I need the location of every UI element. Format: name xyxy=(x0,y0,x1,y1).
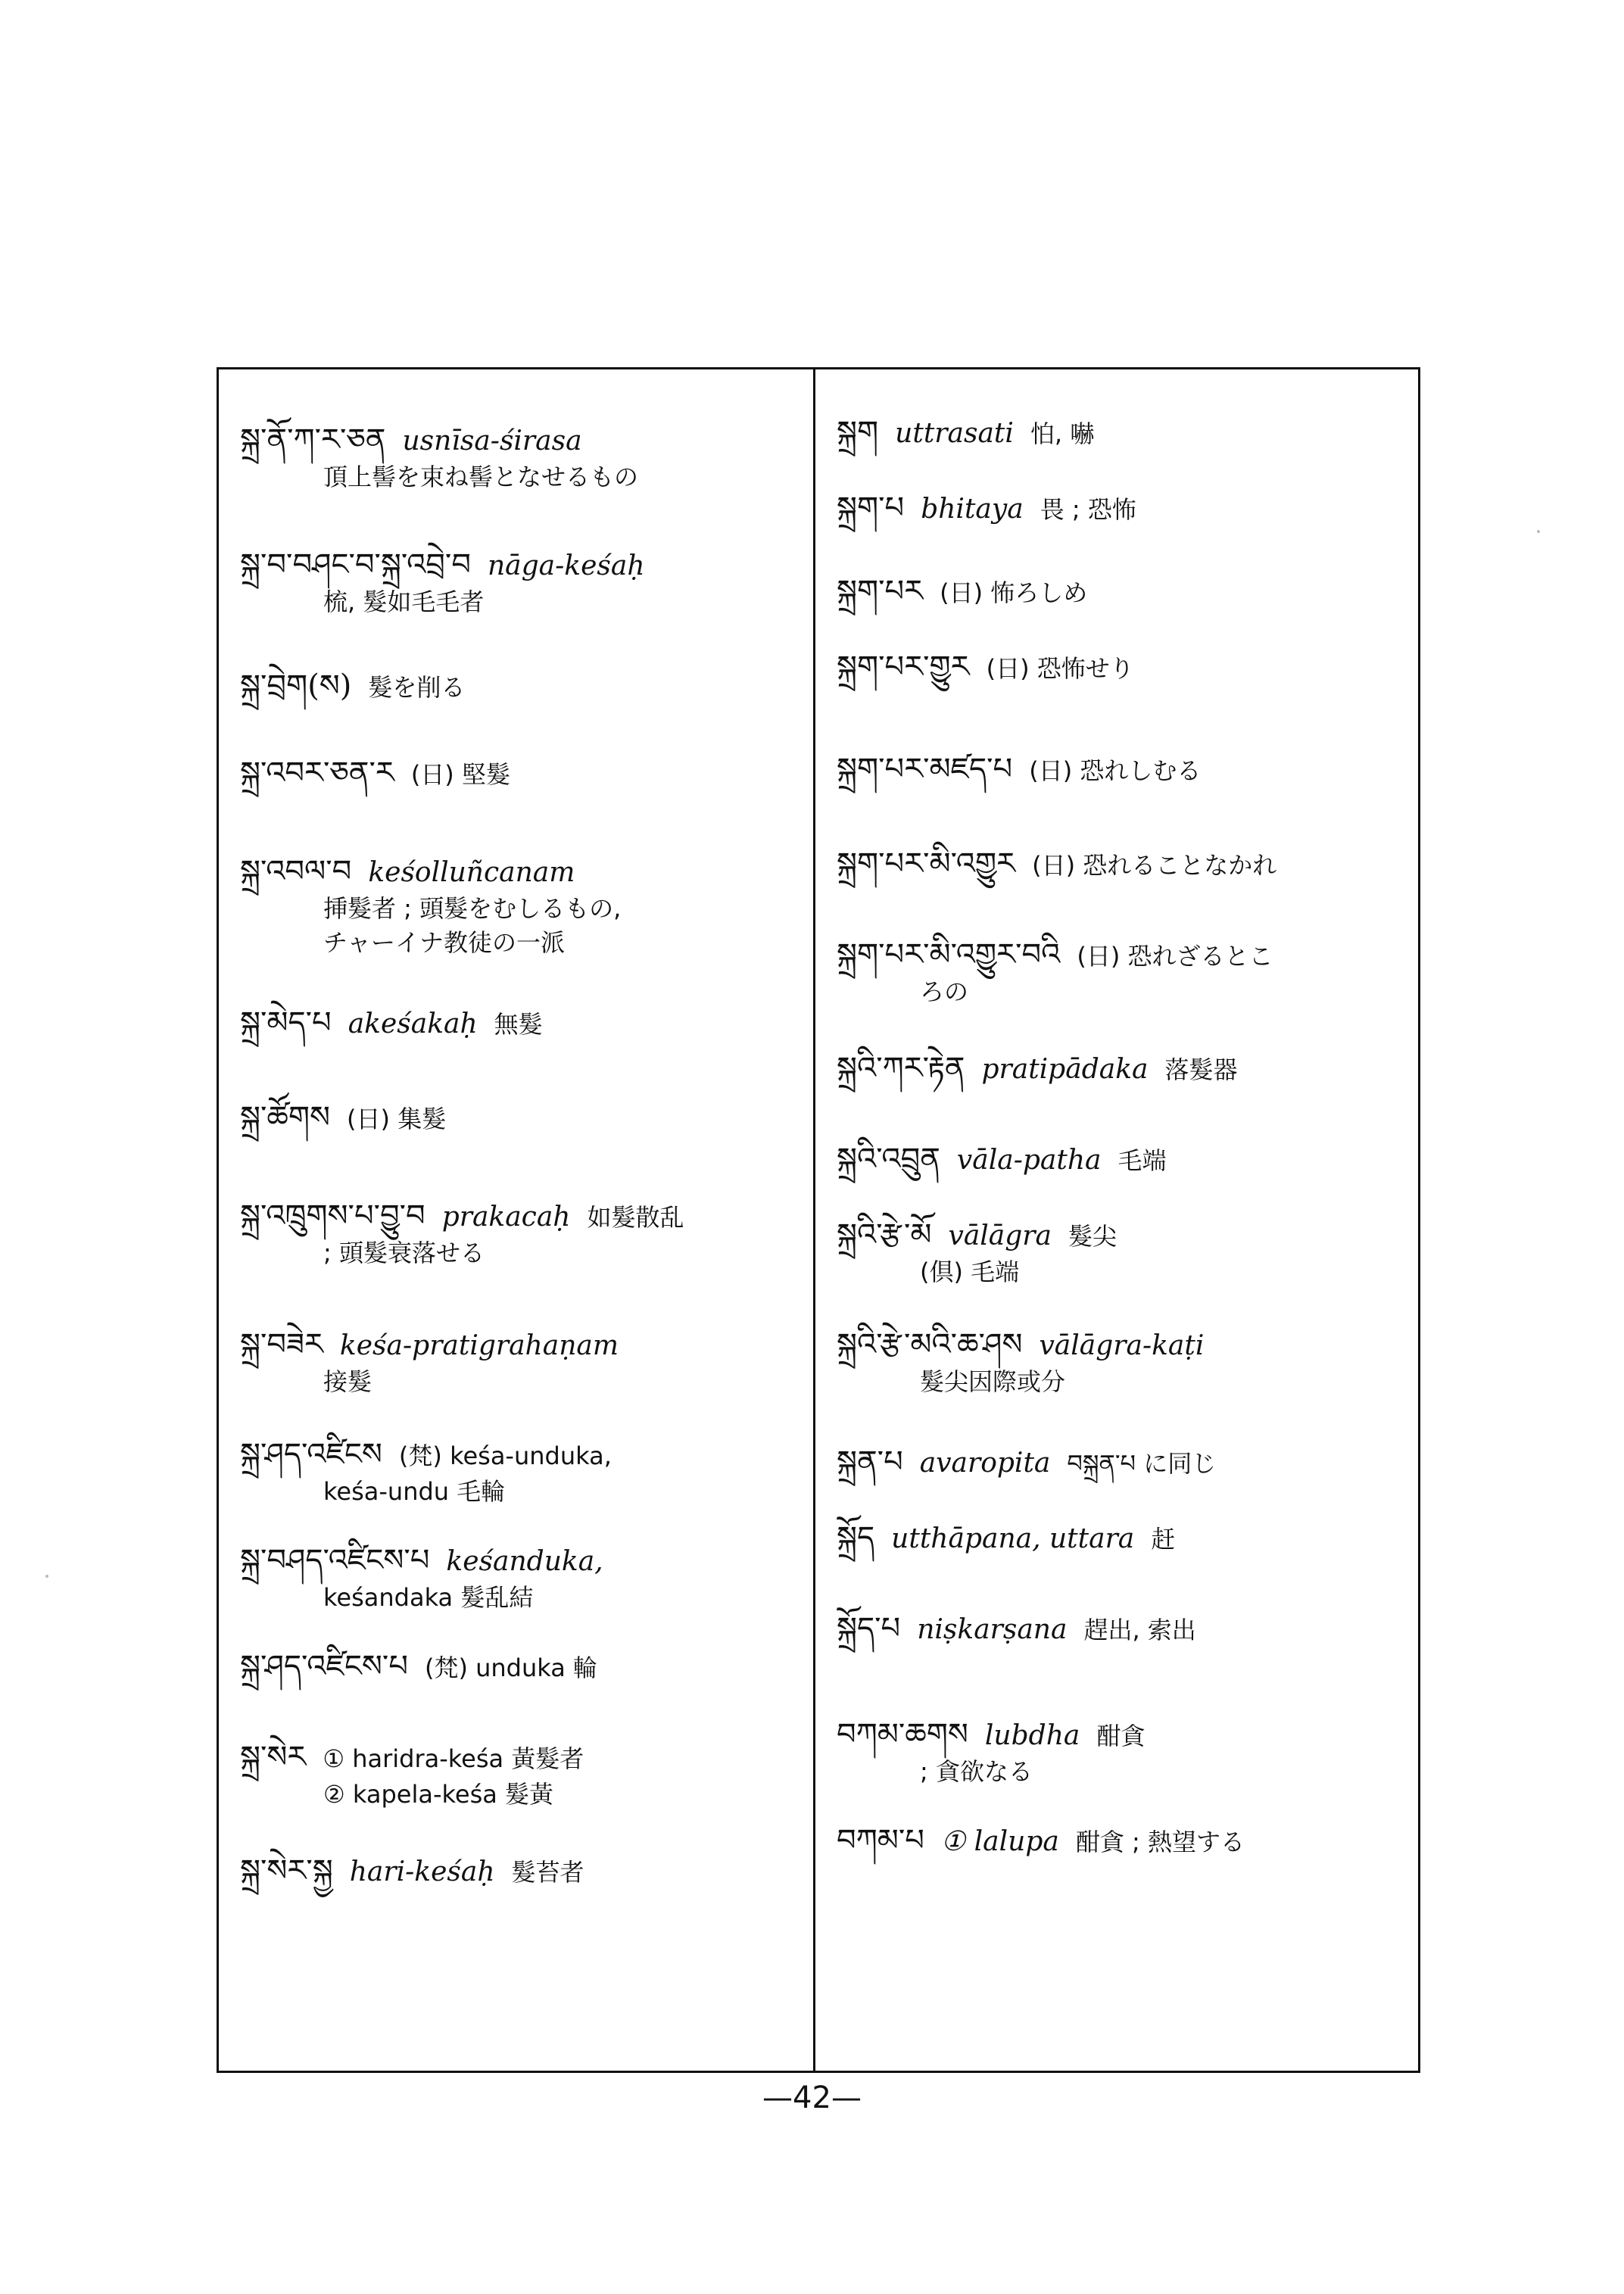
tibetan-term: སྐྲའི་རྩེ་མའི་ཆ་ཤས xyxy=(837,1327,1023,1362)
dictionary-entry xyxy=(240,1100,806,1135)
tibetan-term: སྐྲ་སེར xyxy=(240,1740,307,1775)
japanese-gloss: 髮苔者 xyxy=(511,1858,584,1887)
sanskrit-term: nāga-keśaḥ xyxy=(487,550,645,581)
tibetan-term: སྐྲ་ནོ་ཀ་ར་ཅན xyxy=(240,422,386,457)
sanskrit-term: lubdha xyxy=(984,1720,1080,1751)
entry-subline: 接髮 xyxy=(323,1367,372,1396)
dictionary-entry xyxy=(240,422,806,491)
tibetan-term: སྐྲོད་པ xyxy=(837,1611,901,1646)
tibetan-term: སྐྲག་པར་མི་འགྱུར་བའི xyxy=(837,937,1061,972)
entry-subline: ろの xyxy=(920,977,969,1006)
entry-headline xyxy=(837,491,1410,525)
dictionary-entry xyxy=(240,756,806,790)
tibetan-term: སྐྲ་མེད་པ xyxy=(240,1005,332,1040)
entry-headline xyxy=(240,669,806,703)
japanese-gloss: 趕出, 索出 xyxy=(1083,1616,1196,1644)
entry-headline xyxy=(837,650,1410,684)
tibetan-term: སྐྲན་པ xyxy=(837,1445,903,1479)
tibetan-term: སྐྲའི་འབྲུན xyxy=(837,1142,940,1177)
sanskrit-term: vālāgra-kaṭi xyxy=(1039,1330,1205,1361)
entry-subline: ; 貪欲なる xyxy=(920,1757,1033,1786)
dictionary-entry xyxy=(240,1649,806,1684)
sanskrit-term: prakacaḥ xyxy=(441,1202,571,1233)
entry-headline xyxy=(837,574,1410,609)
entry-subline: (倶) 毛端 xyxy=(920,1258,1020,1286)
entry-headline xyxy=(240,1100,806,1135)
dictionary-entry xyxy=(837,752,1410,787)
entry-headline xyxy=(240,854,806,889)
sanskrit-term: bhitaya xyxy=(921,494,1024,525)
tibetan-term: སྐྲ་ཚོགས xyxy=(240,1100,331,1135)
scan-speck xyxy=(45,1575,48,1578)
entry-headline xyxy=(837,752,1410,787)
entry-subline: keśandaka 髮乱結 xyxy=(323,1583,534,1612)
entry-headline xyxy=(837,1327,1410,1362)
tibetan-term: སྐྲག་པར་གྱུར xyxy=(837,650,970,684)
sanskrit-term: uttrasati xyxy=(895,418,1014,449)
japanese-gloss: 怕, 嚇 xyxy=(1030,419,1095,448)
entry-headline xyxy=(240,1198,806,1233)
entry-headline xyxy=(240,1005,806,1040)
dictionary-entry xyxy=(837,1327,1410,1396)
dictionary-entry xyxy=(837,574,1410,609)
dictionary-entry xyxy=(240,1853,806,1888)
entry-headline xyxy=(240,1543,806,1578)
dictionary-entry xyxy=(837,1445,1410,1479)
sanskrit-term: pratipādaka xyxy=(981,1054,1149,1085)
dictionary-entry xyxy=(837,937,1410,1006)
japanese-gloss: 如髮散乱 xyxy=(587,1203,684,1232)
entry-headline xyxy=(837,1142,1410,1177)
sanskrit-term: keśa-pratigrahaṇam xyxy=(339,1330,619,1361)
tibetan-term: སྐྲག་པར་མི་འགྱུར xyxy=(837,846,1016,881)
japanese-gloss: (日) 恐れることなかれ xyxy=(1032,851,1277,880)
entry-headline xyxy=(837,1217,1410,1252)
dictionary-entry xyxy=(837,1717,1410,1786)
dictionary-entry xyxy=(240,547,806,616)
japanese-gloss: (梵) unduka 輪 xyxy=(424,1653,598,1682)
entry-subline: 頂上髻を束ね髻となせるもの xyxy=(323,463,639,491)
sanskrit-term: hari-keśaḥ xyxy=(349,1856,495,1887)
japanese-gloss: 毛端 xyxy=(1117,1146,1167,1175)
entry-subline: 挿髮者 ; 頭髮をむしるもの, xyxy=(323,894,622,923)
entry-subline: 髮尖因際或分 xyxy=(920,1367,1066,1396)
japanese-gloss: (日) 恐怖せり xyxy=(986,654,1134,683)
entry-headline xyxy=(837,1823,1410,1858)
dictionary-entry xyxy=(240,1005,806,1040)
dictionary-entry xyxy=(837,1823,1410,1858)
dictionary-entry xyxy=(240,1198,806,1267)
japanese-gloss: (日) 集髮 xyxy=(347,1105,447,1133)
sanskrit-term: vālāgra xyxy=(948,1220,1052,1251)
entry-subline: keśa-undu 毛輪 xyxy=(323,1477,506,1506)
tibetan-term: སྐྲག་པར་མཛད་པ xyxy=(837,752,1013,787)
tibetan-term: སྐྲ་བཟེར xyxy=(240,1327,323,1362)
dictionary-entry xyxy=(240,1327,806,1396)
japanese-gloss: 赶 xyxy=(1151,1525,1176,1554)
tibetan-term: སྐྲོད xyxy=(837,1520,875,1555)
tibetan-term: སྐྲ་སེར་སྐྱ xyxy=(240,1853,333,1888)
tibetan-term: སྐྲའི་ཀར་རྟེན xyxy=(837,1051,965,1086)
japanese-gloss: (日) 恐れざるとこ xyxy=(1077,942,1273,971)
japanese-gloss: བསྐྲན་པ に同じ xyxy=(1067,1449,1217,1478)
entry-headline xyxy=(837,1611,1410,1646)
entry-headline xyxy=(240,1740,806,1775)
tibetan-term: སྐྲའི་རྩེ་མོ xyxy=(837,1217,932,1252)
dictionary-entry xyxy=(240,1437,806,1506)
entry-headline xyxy=(837,846,1410,881)
entry-headline xyxy=(837,415,1410,450)
page-number: —42— xyxy=(762,2080,862,2115)
japanese-gloss: 髮を削る xyxy=(368,673,466,702)
scan-speck xyxy=(1537,530,1540,533)
sanskrit-term: utthāpana, uttara xyxy=(891,1523,1135,1554)
dictionary-entry xyxy=(240,1740,806,1809)
japanese-gloss: 酣貪 ; 熱望する xyxy=(1075,1828,1245,1856)
japanese-gloss: 畏 ; 恐怖 xyxy=(1040,495,1136,524)
dictionary-entry xyxy=(837,1142,1410,1177)
tibetan-term: སྐྲ་ཤད་འཛིངས xyxy=(240,1437,382,1472)
tibetan-term: སྐྲ་བཤད་འཛིངས་པ xyxy=(240,1543,430,1578)
entry-headline xyxy=(837,1051,1410,1086)
entry-headline xyxy=(240,1853,806,1888)
tibetan-term: བཀམ་པ xyxy=(837,1823,924,1858)
tibetan-term: སྐྲ་ཤད་འཛིངས་པ xyxy=(240,1649,408,1684)
sanskrit-term: niṣkarṣana xyxy=(917,1614,1068,1645)
japanese-gloss: (日) 恐れしむる xyxy=(1029,756,1202,785)
entry-headline xyxy=(240,756,806,790)
dictionary-entry xyxy=(837,1051,1410,1086)
sanskrit-term: usnīsa-śirasa xyxy=(402,425,582,457)
entry-headline xyxy=(240,1437,806,1472)
dictionary-entry xyxy=(240,669,806,703)
dictionary-entry xyxy=(837,491,1410,525)
entry-headline xyxy=(837,1520,1410,1555)
tibetan-term: སྐྲ་བ་བཤང་བ་སྐྲ་འབྲེ་བ xyxy=(240,547,471,582)
entry-subline: 梳, 髮如毛毛者 xyxy=(323,588,485,616)
sanskrit-term: keśanduka, xyxy=(446,1546,603,1577)
entry-subline: ; 頭髮衰落せる xyxy=(323,1239,485,1267)
dictionary-entry xyxy=(837,650,1410,684)
entry-headline xyxy=(240,547,806,582)
japanese-gloss: 無髮 xyxy=(494,1010,543,1039)
right-column xyxy=(815,369,1418,2071)
sanskrit-term: ① lalupa xyxy=(940,1826,1059,1857)
entry-subline: チャーイナ教徒の一派 xyxy=(323,927,566,957)
japanese-gloss: 落髮器 xyxy=(1164,1055,1238,1084)
japanese-gloss: (日) 堅髮 xyxy=(410,760,510,789)
sanskrit-term: avaropita xyxy=(919,1448,1051,1479)
entry-headline xyxy=(837,1717,1410,1752)
tibetan-term: བཀམ་ཆགས xyxy=(837,1717,968,1752)
tibetan-term: སྐྲ་འབལ་བ xyxy=(240,854,352,889)
sanskrit-term: keśolluñcanam xyxy=(368,857,575,888)
tibetan-term: སྐྲ་འཁྲུགས་པ་བྱུ་བ xyxy=(240,1198,425,1233)
japanese-gloss: 髮尖 xyxy=(1068,1222,1117,1251)
entry-headline xyxy=(240,1649,806,1684)
japanese-gloss: (日) 怖ろしめ xyxy=(940,578,1088,607)
dictionary-frame xyxy=(217,367,1420,2073)
dictionary-entry xyxy=(837,846,1410,881)
sanskrit-term: vāla-patha xyxy=(956,1145,1102,1176)
entry-headline xyxy=(837,1445,1410,1479)
japanese-gloss: (梵) keśa-unduka, xyxy=(398,1442,612,1470)
entry-headline xyxy=(240,422,806,457)
dictionary-entry xyxy=(837,415,1410,450)
tibetan-term: སྐྲ་འབར་ཅན་ར xyxy=(240,756,394,790)
tibetan-term: སྐྲག xyxy=(837,415,879,450)
dictionary-entry xyxy=(837,1520,1410,1555)
dictionary-entry xyxy=(837,1611,1410,1646)
entry-headline xyxy=(837,937,1410,972)
dictionary-entry xyxy=(837,1217,1410,1286)
dictionary-entry xyxy=(240,1543,806,1612)
dictionary-entry xyxy=(240,854,806,957)
tibetan-term: སྐྲག་པ xyxy=(837,491,905,525)
tibetan-term: སྐྲ་བྲེག(ས) xyxy=(240,669,352,703)
japanese-gloss: 酣貪 xyxy=(1096,1722,1146,1750)
tibetan-term: སྐྲག་པར xyxy=(837,574,924,609)
japanese-gloss: ① haridra-keśa 黃髮者 xyxy=(323,1744,584,1773)
left-column xyxy=(219,369,813,2071)
entry-subline: ② kapela-keśa 髮黃 xyxy=(323,1780,554,1809)
entry-headline xyxy=(240,1327,806,1362)
sanskrit-term: akeśakaḥ xyxy=(348,1008,478,1039)
